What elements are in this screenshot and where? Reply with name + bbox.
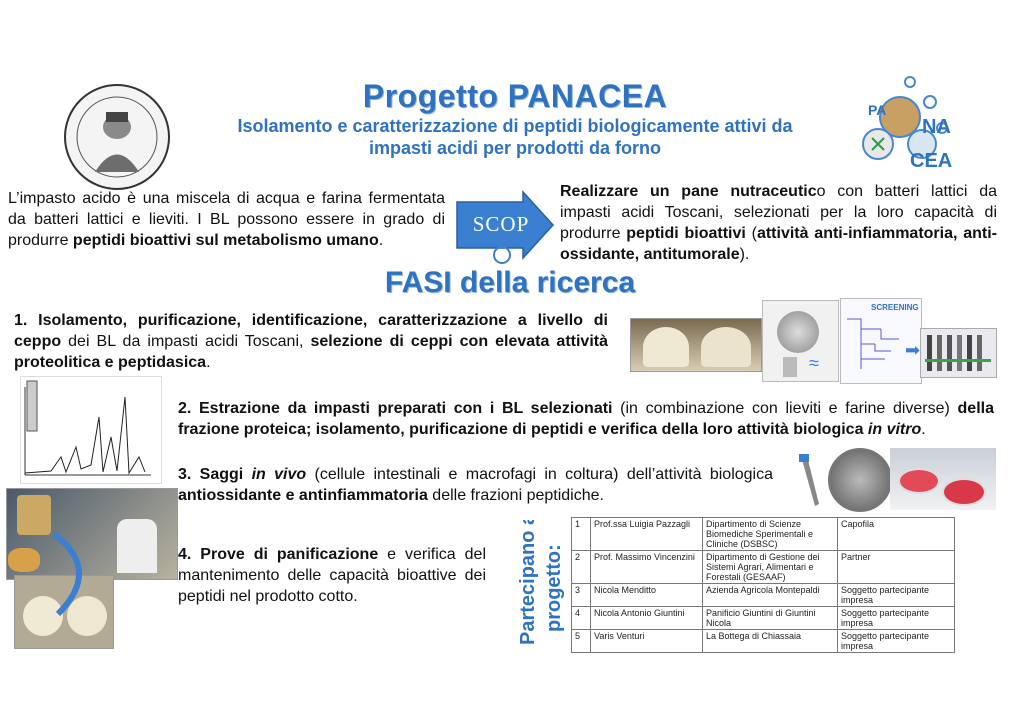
- pipette-icon: [795, 452, 825, 510]
- participants-label-line-1: Partecipano al: [517, 520, 539, 645]
- scope-paragraph: Realizzare un pane nutraceutico con batteri lattici da impasti acidi Toscani, selezionati per la loro capacità di produrre peptidi bioattivi (attività anti-infiammatoria, anti-ossidante, antitumorale).: [560, 183, 998, 263]
- participant-n: 1: [572, 518, 591, 551]
- participant-n: 3: [572, 584, 591, 607]
- subtitle-line-1: Isolamento e caratterizzazione di peptidi biologicamente attivi da: [237, 116, 793, 136]
- participant-role: Soggetto partecipante impresa: [838, 630, 955, 653]
- scope-label: SCOP: [472, 212, 530, 236]
- petri-dish-image: ≈: [762, 300, 839, 382]
- page-subtitle: [205, 115, 825, 159]
- participant-org: La Bottega di Chiassaia: [703, 630, 838, 653]
- participant-name: Varis Venturi: [591, 630, 703, 653]
- phase-2-text: 2. Estrazione da impasti preparati con i BL selezionati (in combinazione con lieviti e farine diverse) della frazione proteica; isolamento, purificazione di peptidi e verifica della loro attività biologica in vitro.: [178, 400, 994, 438]
- curved-arrow-icon: [44, 530, 104, 620]
- participant-name: Nicola Antonio Giuntini: [591, 607, 703, 630]
- participant-role: Partner: [838, 551, 955, 584]
- subtitle-line-2: impasti acidi per prodotti da forno: [368, 138, 662, 158]
- participant-role: Capofila: [838, 518, 955, 551]
- phase-4-text: 4. Prove di panificazione e verifica del mantenimento delle capacità bioattive dei peptidi nel prodotto cotto.: [178, 546, 487, 605]
- page-title: Progetto PANACEA: [362, 78, 668, 114]
- participant-name: Nicola Menditto: [591, 584, 703, 607]
- cell-culture-dish-image: [828, 448, 892, 512]
- bread-icon: [8, 548, 40, 572]
- participant-n: 5: [572, 630, 591, 653]
- participant-row: [572, 551, 955, 584]
- screening-label: SCREENING: [871, 303, 919, 312]
- participants-label-line-2: progetto:: [543, 544, 565, 632]
- chromatogram-image: [20, 376, 162, 484]
- participant-name: Prof. Massimo Vincenzini: [591, 551, 703, 584]
- participant-row: [572, 607, 955, 630]
- phase-1-text: 1. Isolamento, purificazione, identificazione, caratterizzazione a livello di ceppo dei BL da impasti acidi Toscani, selezione di ceppi con elevata attività proteolitica e peptidasica.: [14, 312, 609, 371]
- participant-org: Azienda Agricola Montepaldi: [703, 584, 838, 607]
- logo-na: NA: [922, 116, 951, 138]
- logo-pa: PA: [868, 102, 887, 118]
- participant-row: [572, 630, 955, 653]
- participant-n: 4: [572, 607, 591, 630]
- participant-role: Soggetto partecipante impresa: [838, 607, 955, 630]
- logo-cea: CEA: [910, 150, 953, 172]
- dough-photo: [630, 318, 762, 372]
- participant-org: Dipartimento di Scienze Biomediche Sperimentali e Cliniche (DSBSC): [703, 518, 838, 551]
- participant-role: Soggetto partecipante impresa: [838, 584, 955, 607]
- participants-side-label: [510, 520, 570, 650]
- gel-electrophoresis-image: [920, 328, 997, 378]
- panacea-logo: [852, 72, 962, 177]
- participant-org: Dipartimento di Gestione dei Sistemi Agrari, Alimentari e Forestali (GESAAF): [703, 551, 838, 584]
- participant-name: Prof.ssa Luigia Pazzagli: [591, 518, 703, 551]
- phase-3-text: 3. Saggi in vivo (cellule intestinali e macrofagi in coltura) dell’attività biologica antiossidante e antinfiammatoria delle frazioni peptidiche.: [178, 466, 774, 504]
- fasi-title: FASI della ricerca: [384, 266, 636, 299]
- scope-ring-icon: [493, 246, 511, 264]
- intro-paragraph: L’impasto acido è una miscela di acqua e farina fermentata da batteri lattici e lieviti. I BL possono essere in grado di produrre peptidi bioattivi sul metabolismo umano.: [8, 190, 445, 249]
- participant-org: Panificio Giuntini di Giuntini Nicola: [703, 607, 838, 630]
- participant-row: [572, 518, 955, 551]
- petri-plates-photo: [890, 448, 996, 510]
- participant-row: [572, 584, 955, 607]
- participant-n: 2: [572, 551, 591, 584]
- university-seal-logo: [62, 82, 172, 192]
- arrow-right-icon: ➡: [905, 340, 921, 360]
- participants-table: [571, 517, 955, 653]
- participants-table-wrap: [571, 517, 959, 653]
